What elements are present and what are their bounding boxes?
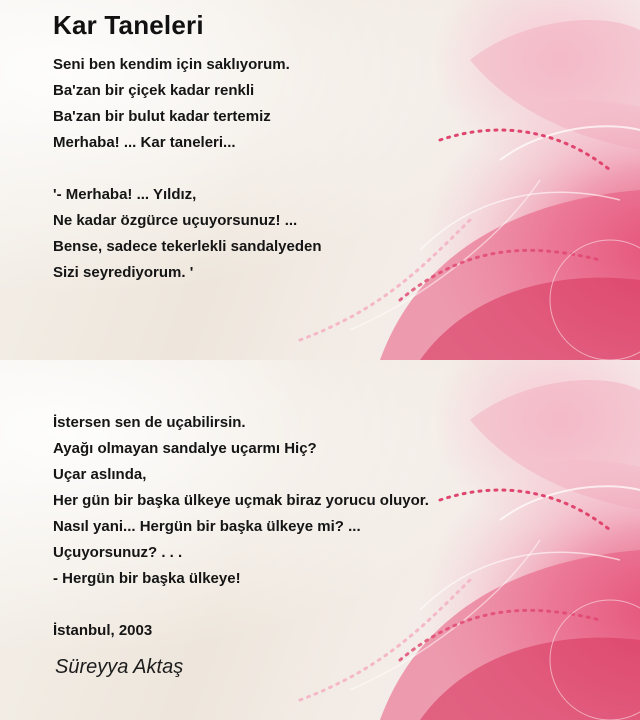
poem-line: İstersen sen de uçabilirsin.: [53, 414, 246, 431]
poem-line: Her gün bir başka ülkeye uçmak biraz yorucu oluyor.: [53, 492, 429, 509]
poem-line: Ba'zan bir bulut kadar tertemiz: [53, 108, 271, 125]
poem-line: Merhaba! ... Kar taneleri...: [53, 134, 236, 151]
poem-panel-bottom: [0, 360, 640, 720]
poem-line: Seni ben kendim için saklıyorum.: [53, 56, 290, 73]
stanza-2: [53, 182, 321, 286]
poem-line: Ne kadar özgürce uçuyorsunuz! ...: [53, 212, 298, 229]
poem-line: - Hergün bir başka ülkeye!: [53, 570, 241, 587]
poem-line: Bense, sadece tekerlekli sandalyeden: [53, 238, 322, 255]
poem-title: Kar Taneleri: [53, 10, 204, 40]
poem-line: Sizi seyrediyorum. ': [53, 264, 194, 281]
poem-line: Ayağı olmayan sandalye uçarmı Hiç?: [53, 440, 317, 457]
poem-line: '- Merhaba! ... Yıldız,: [53, 186, 197, 203]
poem-line: Uçuyorsunuz? . . .: [53, 544, 183, 561]
place-date: [53, 618, 152, 644]
author-name: Süreyya Aktaş: [55, 656, 184, 678]
place-date-text: İstanbul, 2003: [53, 622, 153, 639]
stanza-1: [53, 52, 290, 156]
poem-line: Ba'zan bir çiçek kadar renkli: [53, 82, 255, 99]
stanza-3: [53, 410, 429, 592]
poem-line: Nasıl yani... Hergün bir başka ülkeye mi? ...: [53, 518, 361, 535]
poem-line: Uçar aslında,: [53, 466, 147, 483]
